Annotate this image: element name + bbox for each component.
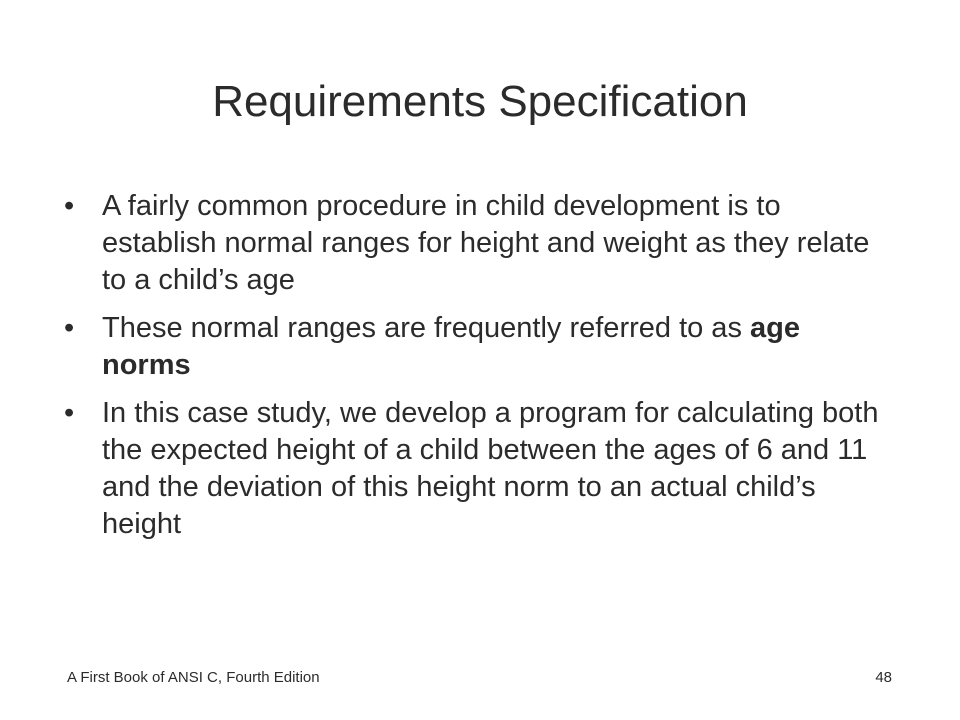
bullet-bold-term: age norms	[102, 312, 800, 381]
bullet-item	[64, 395, 894, 543]
bullet-text: A fairly common procedure in child development is to establish normal ranges for height and weight as they relate to a child’s age	[102, 190, 870, 296]
bullet-text: These normal ranges are frequently referred to as	[102, 312, 750, 344]
bullet-item	[64, 188, 894, 299]
bullet-list	[64, 188, 894, 554]
slide-title: Requirements Specification	[212, 77, 748, 126]
footer-page-number: 48	[875, 669, 892, 686]
bullet-text: In this case study, we develop a program for calculating both the expected height of a child between the ages of 6 and 11 and the deviation of this height norm to an actual child’s height	[102, 397, 879, 540]
bullet-item	[64, 310, 894, 384]
footer-book-title: A First Book of ANSI C, Fourth Edition	[67, 669, 320, 686]
